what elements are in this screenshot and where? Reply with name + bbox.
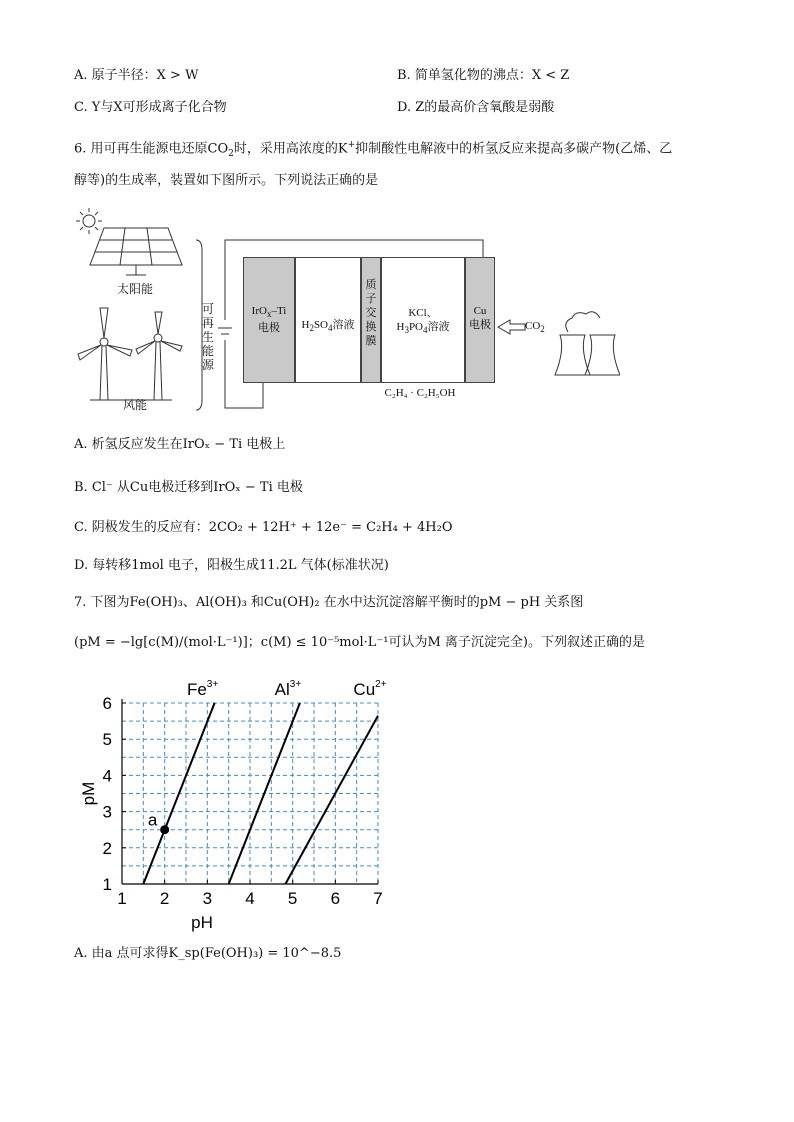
series-label: $Al^{3+}$ xyxy=(274,679,302,699)
q6-stem-line1: 6. 用可再生能源电还原$CO_2$时，采用高浓度的K+抑制酸性电解液中的析氢反应来提高多碳产物(乙烯、乙 xyxy=(74,140,673,159)
series-label: $Fe^{3+}$ xyxy=(186,679,219,699)
point-a-label: a xyxy=(147,810,158,830)
x-tick-label: 6 xyxy=(330,889,341,908)
y-axis-label: pM xyxy=(79,781,98,806)
membrane-label: 质子交换膜 xyxy=(365,278,377,347)
y-tick-label: 5 xyxy=(102,730,112,750)
q6-option-d: D. 每转移1mol 电子，阳极生成11.2L 气体(标准状况) xyxy=(74,558,389,573)
co2-label: $CO_2$ xyxy=(525,320,545,335)
x-axis-label: pH xyxy=(191,913,213,932)
left-electrode-label: IrO$_x$–Ti 电极 xyxy=(251,305,287,335)
q5-option-d: D. Z的最高价含氧酸是弱酸 xyxy=(397,100,555,115)
x-tick-label: 2 xyxy=(159,889,170,908)
series-line-Fe3plus xyxy=(143,703,214,884)
q5-option-c: C. Y与X可形成离子化合物 xyxy=(74,100,227,115)
solar-panel-icon xyxy=(90,228,182,275)
x-tick-label: 4 xyxy=(245,889,255,908)
products-label: C₂H₄ · C₂H₅OH xyxy=(384,387,456,399)
q5-option-a: A. 原子半径：X > W xyxy=(74,68,199,83)
q6-stem-line2: 醇等)的生成率，装置如下图所示。下列说法正确的是 xyxy=(74,173,379,188)
q6-option-c: C. 阴极发生的反应有：2CO₂ + 12H⁺ + 12e⁻ = C₂H₄ + 4H₂O xyxy=(74,520,453,535)
series-line-Cu2plus xyxy=(285,716,378,884)
q7-option-a: A. 由a 点可求得K_sp(Fe(OH)₃) = 10^−8.5 xyxy=(74,946,342,961)
x-tick-label: 7 xyxy=(373,889,383,908)
q7-stem-line1: 7. 下图为Fe(OH)₃、Al(OH)₃ 和Cu(OH)₂ 在水中达沉淀溶解平衡时的pM − pH 关系图 xyxy=(74,595,584,610)
point-a xyxy=(160,825,169,834)
y-tick-label: 1 xyxy=(102,875,112,894)
q6-option-b: B. Cl⁻ 从Cu电极迁移到IrOₓ − Ti 电极 xyxy=(74,480,303,495)
sun-icon xyxy=(76,208,102,234)
y-tick-label: 6 xyxy=(102,694,112,713)
pm-ph-chart xyxy=(70,672,430,937)
wind-turbine-icon xyxy=(78,308,182,400)
q7-stem-line2: (pM = −lg[c(M)/(mol·L⁻¹)]；c(M) ≤ 10⁻⁵mol·L⁻¹可认为M 离子沉淀完全)。下列叙述正确的是 xyxy=(74,635,645,650)
y-tick-label: 2 xyxy=(102,838,112,858)
left-solution-label: $H_2SO_4$溶液 xyxy=(301,319,355,334)
x-tick-label: 1 xyxy=(117,889,127,908)
x-tick-label: 3 xyxy=(202,889,213,908)
series-label: $Cu^{2+}$ xyxy=(353,679,387,699)
right-solution-label: KCl、 $H_3PO_4$溶液 xyxy=(396,307,450,336)
co2-arrow-icon xyxy=(498,320,525,334)
x-tick-label: 5 xyxy=(287,889,298,908)
y-tick-label: 4 xyxy=(102,766,112,786)
electrolysis-diagram xyxy=(60,200,620,415)
series-line-Al3plus xyxy=(229,703,300,884)
wind-label: 风能 xyxy=(122,398,147,412)
renewable-label: 可再生能源 xyxy=(201,302,214,372)
q5-option-b: B. 简单氢化物的沸点：X < Z xyxy=(397,68,570,83)
right-electrode-label: Cu 电极 xyxy=(469,305,491,331)
q6-option-a: A. 析氢反应发生在IrOₓ − Ti 电极上 xyxy=(74,437,286,452)
solar-label: 太阳能 xyxy=(116,282,153,296)
y-tick-label: 3 xyxy=(102,802,112,822)
